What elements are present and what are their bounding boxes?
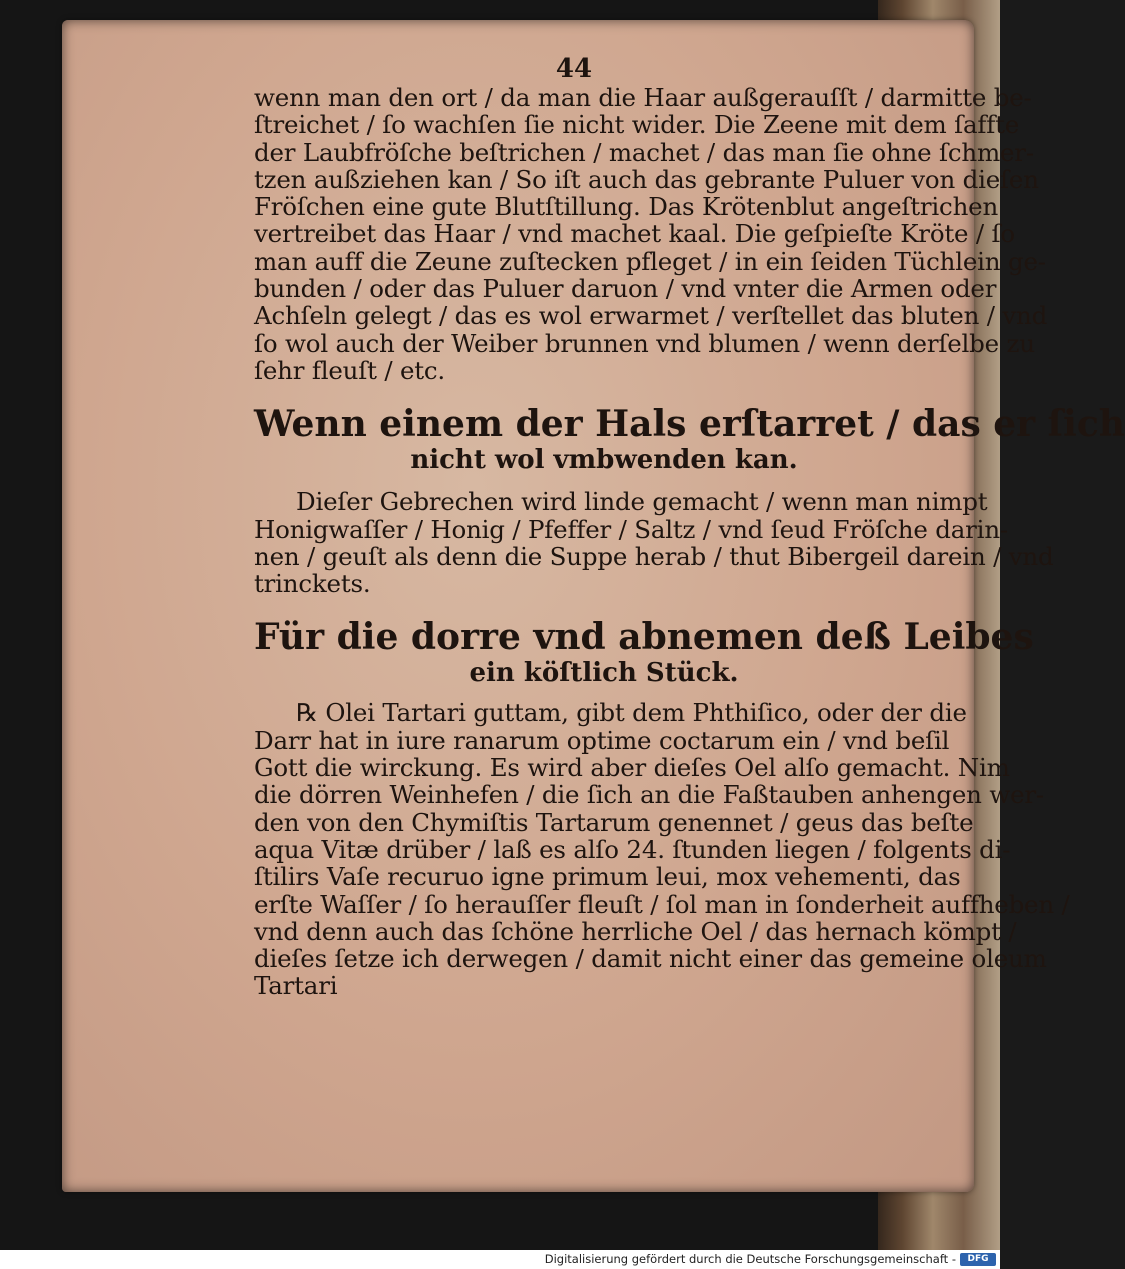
- paragraph-1-line: tzen außziehen kan / So iſt auch das gebrante Puluer von dieſen: [254, 164, 1039, 194]
- paragraph-3-line: die dörren Weinhefen / die ſich an die Faßtauben anhengen wer-: [254, 780, 1044, 810]
- paragraph-2-line: trinckets.: [254, 569, 371, 599]
- paragraph-1-line: man auff die Zeune zuſtecken pfleget / in ein ſeiden Tüchlein ge-: [254, 246, 1046, 276]
- paragraph-3: [254, 698, 1070, 974]
- paragraph-3-line: aqua Vitæ drüber / laß es alſo 24. ſtunden liegen / folgents di-: [254, 834, 1011, 864]
- paragraph-3-line: dieſes ſetze ich derwegen / damit nicht einer das gemeine oleum: [254, 944, 1047, 974]
- paragraph-3-line: vnd denn auch das ſchöne herrliche Oel / das hernach kömpt /: [254, 916, 1017, 946]
- paragraph-3-line: erſte Waſſer / ſo herauſſer fleuſt / ſol man in ſonderheit auffheben /: [254, 889, 1070, 919]
- footer-credit: Digitalisierung gefördert durch die Deutsche Forschungsgemeinschaft -: [544, 1252, 956, 1266]
- dfg-logo: DFG: [960, 1253, 996, 1266]
- section-heading-2: [254, 616, 1034, 689]
- paragraph-3-line: Darr hat in iure ranarum optime coctarum ein / vnd beſil: [254, 725, 950, 755]
- paragraph-1-line: der Laubfröſche beſtrichen / machet / das man ſie ohne ſchmer-: [254, 137, 1034, 167]
- paragraph-1: [254, 83, 1048, 385]
- footer-bar: [0, 1250, 1000, 1269]
- paragraph-3-line: ſtilirs Vaſe recuruo igne primum leui, mox vehementi, das: [254, 862, 961, 892]
- catchword: Tartari: [254, 971, 338, 1001]
- paragraph-1-line: Achſeln gelegt / das es wol erwarmet / verſtellet das bluten / vnd: [254, 301, 1048, 331]
- paragraph-2-line: Dieſer Gebrechen wird linde gemacht / wenn man nimpt: [296, 487, 988, 517]
- heading-1-sub: nicht wol vmbwenden kan.: [410, 445, 798, 476]
- paragraph-1-line: ſtreichet / ſo wachſen ſie nicht wider. Die Zeene mit dem ſaffte: [254, 110, 1020, 140]
- heading-2-main: Für die dorre vnd abnemen deß Leibes: [254, 616, 1034, 659]
- page-content: [254, 54, 1125, 1001]
- book-page: [62, 20, 1125, 1192]
- paragraph-2-line: nen / geuſt als denn die Suppe herab / thut Bibergeil darein / vnd: [254, 541, 1054, 571]
- paragraph-2: [254, 487, 1054, 599]
- paragraph-3-line: Gott die wirckung. Es wird aber dieſes Oel alſo gemacht. Nim: [254, 753, 1010, 783]
- paragraph-3-line: den von den Chymiſtis Tartarum genennet / geus das beſte: [254, 807, 974, 837]
- paragraph-1-line: vertreibet das Haar / vnd machet kaal. Die geſpieſte Kröte / ſo: [254, 219, 1015, 249]
- paragraph-2-line: Honigwaſſer / Honig / Pfeffer / Saltz / vnd ſeud Fröſche darin-: [254, 514, 1008, 544]
- heading-2-sub: ein köſtlich Stück.: [469, 658, 739, 689]
- heading-1-main: Wenn einem der Hals erſtarret / das er ſich: [254, 403, 1125, 446]
- paragraph-1-line: ſehr fleuſt / etc.: [254, 355, 446, 385]
- paragraph-1-line: Fröſchen eine gute Blutſtillung. Das Krötenblut angeſtrichen: [254, 192, 999, 222]
- paragraph-1-line: ſo wol auch der Weiber brunnen vnd blumen / wenn derſelbe zu: [254, 328, 1035, 358]
- paragraph-1-line: wenn man den ort / da man die Haar außgerauſſt / darmitte be-: [254, 83, 1032, 112]
- section-heading-1: [254, 403, 1125, 476]
- paragraph-1-line: bunden / oder das Puluer daruon / vnd vnter die Armen oder: [254, 274, 997, 304]
- page-number: 44: [555, 54, 593, 84]
- paragraph-3-line: ℞ Olei Tartari guttam, gibt dem Phthiſico, oder der die: [296, 698, 967, 728]
